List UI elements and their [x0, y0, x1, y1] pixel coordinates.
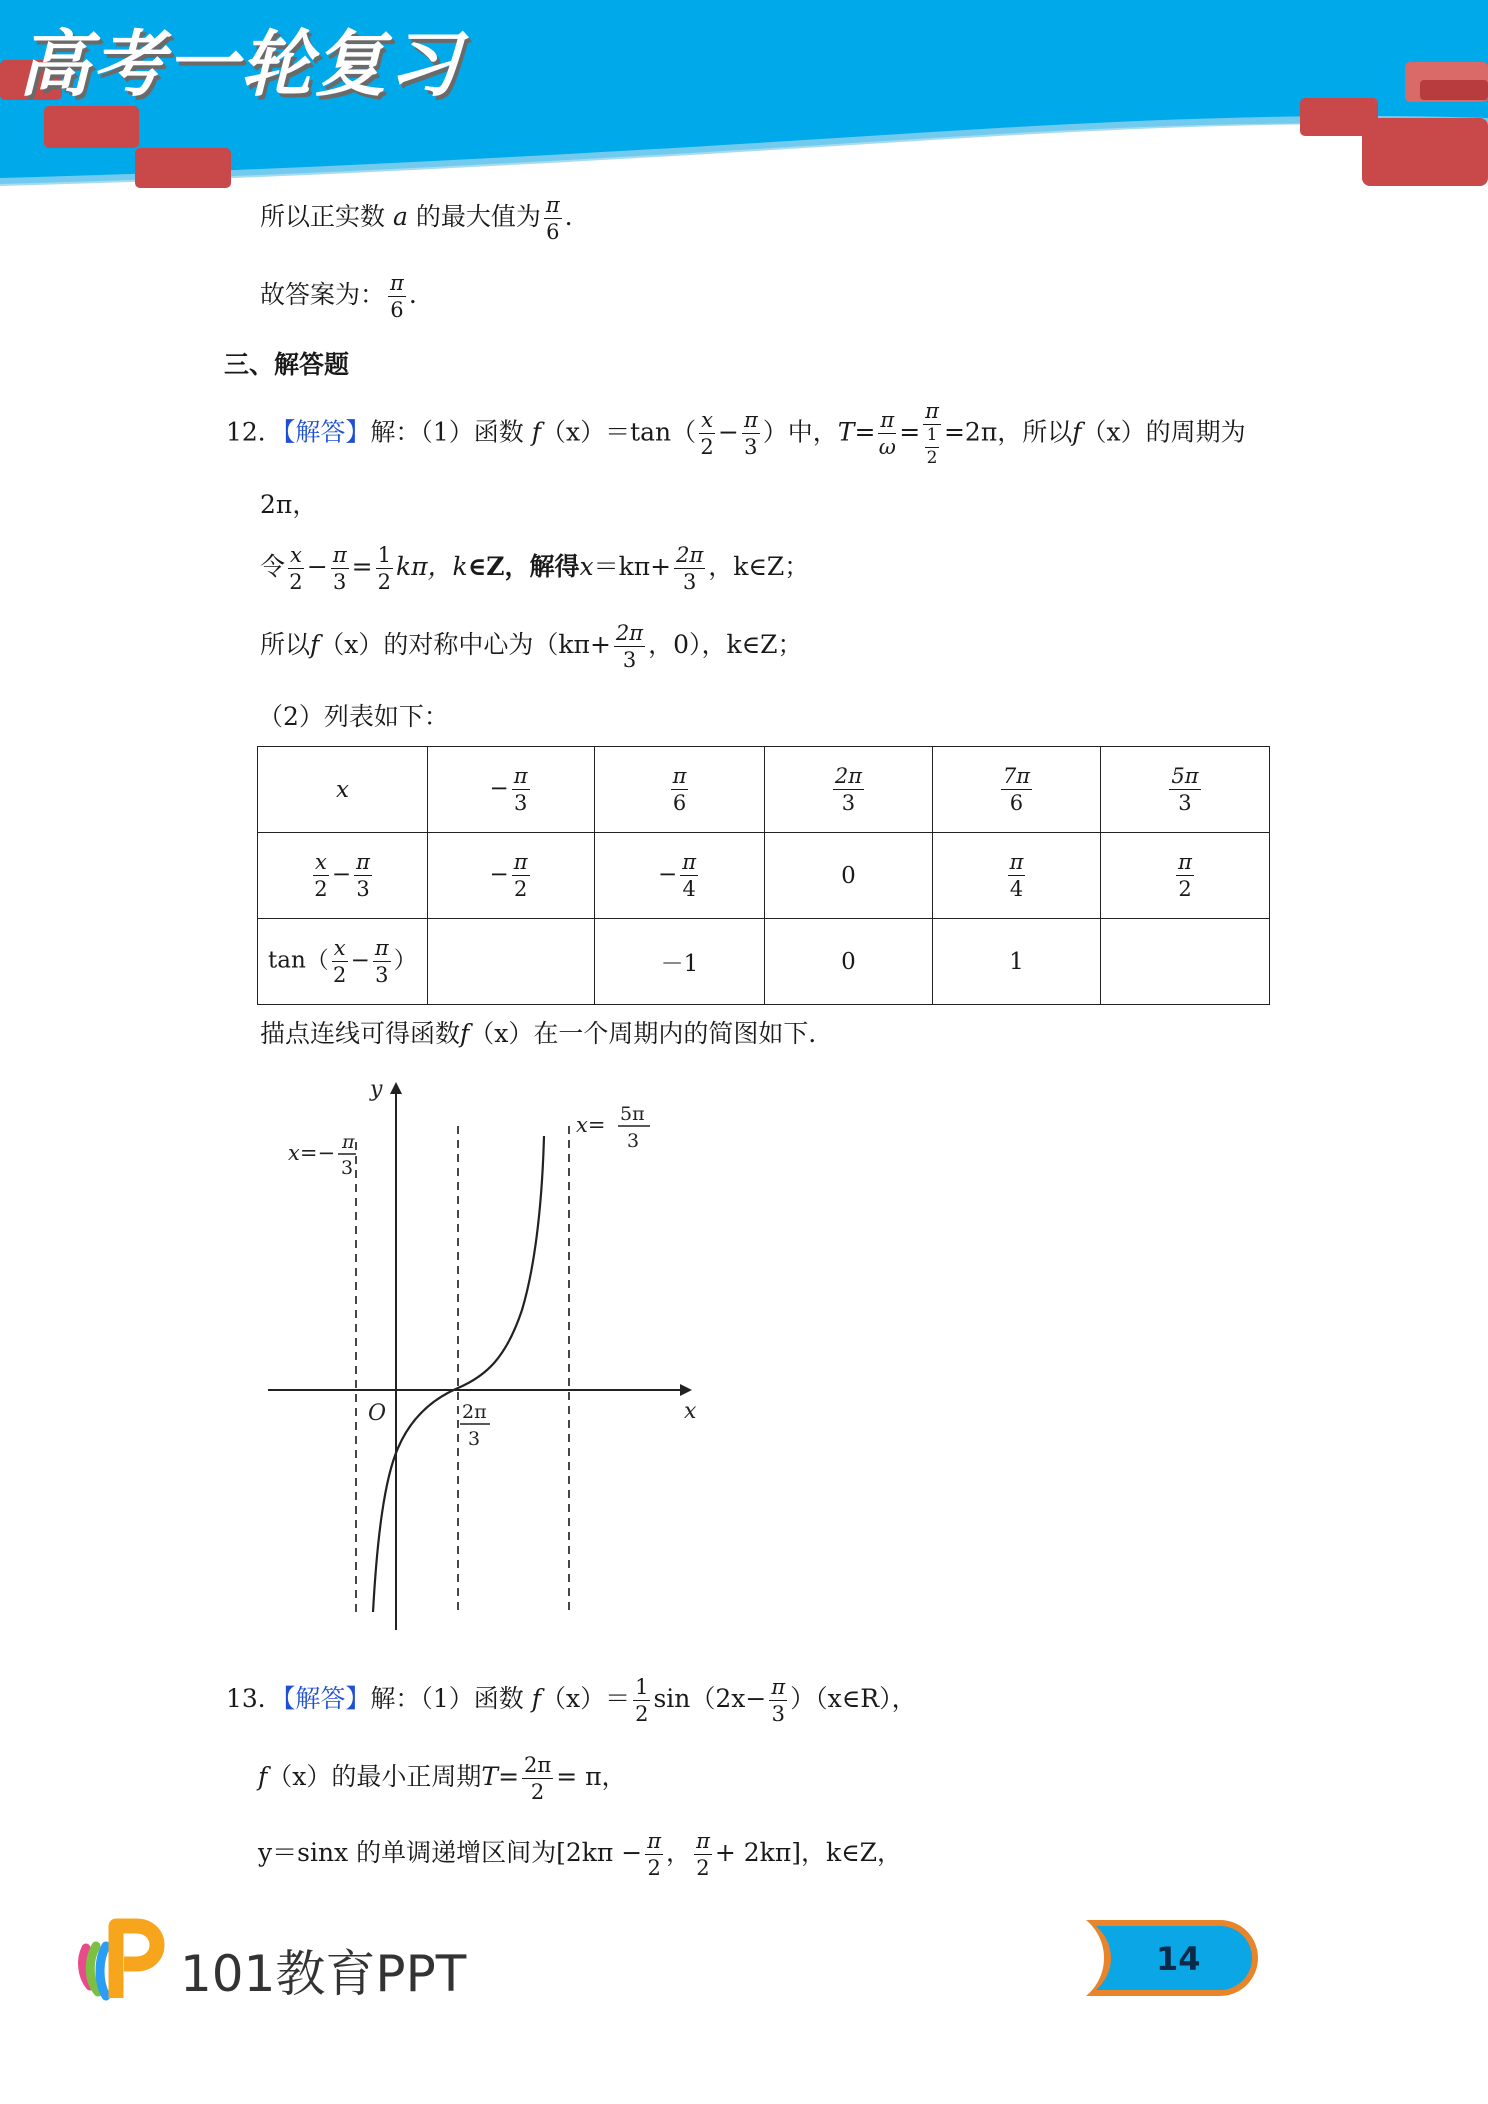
tan-graph	[260, 1070, 710, 1640]
table-header-x: x	[258, 747, 428, 833]
q12-line2: 2π，	[260, 490, 318, 519]
svg-text:5π: 5π	[620, 1103, 645, 1125]
svg-text:3: 3	[341, 1157, 354, 1179]
table-cell: − $\frac{\pi}{4}$	[595, 833, 765, 919]
q12-line4: 所以f（x）的对称中心为（kπ+ $\frac{2\pi}{3}$ ，0），k∈Z；	[260, 621, 803, 673]
right-asymptote-label: x=	[576, 1113, 606, 1137]
answer-tag: 【解答】	[282, 417, 371, 447]
tan-curve	[373, 1136, 544, 1612]
table-cell: − $\frac{\pi}{3}$	[428, 747, 595, 833]
table-cell: $\frac{\pi}{4}$	[933, 833, 1101, 919]
header-title: 高考一轮复习	[18, 22, 463, 106]
table-cell: －1	[595, 919, 765, 1005]
zero-label: 2π	[462, 1401, 487, 1423]
values-table	[257, 746, 1270, 1005]
svg-text:3: 3	[627, 1130, 640, 1152]
table-row	[258, 747, 1270, 833]
q13-line2: f（x）的最小正周期T= $\frac{2\pi}{2}$ = π，	[258, 1753, 627, 1805]
table-cell: $\frac{\pi}{2}$	[1101, 833, 1270, 919]
q13-line3: y＝sinx 的单调递增区间为[2kπ − $\frac{\pi}{2}$ ， $\frac{\pi}{2}$ + 2kπ]，k∈Z，	[258, 1829, 903, 1881]
q12-line1: 12．【解答】解：（1）函数 f（x）＝tan（ $\frac{x}{2}$ − $\frac{\pi}{3}$ ）中，T= $\frac{\pi}{\omega}$ = $\frac{\pi}{\frac{1}{2}}$ =2π，所以f（x）的周期为	[226, 399, 1246, 468]
brand-name: 101教育PPT	[180, 1945, 467, 2003]
table-cell: $\frac{7\pi}{6}$	[933, 747, 1101, 833]
table-cell: − $\frac{\pi}{2}$	[428, 833, 595, 919]
table-cell: 0	[765, 919, 933, 1005]
q12-line6: 描点连线可得函数f（x）在一个周期内的简图如下．	[260, 1019, 834, 1048]
table-header-tan: tan（ $\frac{x}{2}$ − $\frac{\pi}{3}$ ）	[258, 919, 428, 1005]
table-cell: $\frac{\pi}{6}$	[595, 747, 765, 833]
origin-label: O	[368, 1401, 387, 1426]
fraction: $\frac{\pi}{6}$	[545, 193, 560, 245]
prev-answer-line2: 故答案为： $\frac{\pi}{6}$ .	[260, 271, 417, 323]
brand-logo-icon	[72, 1916, 172, 2006]
q12-line5: （2）列表如下：	[258, 702, 449, 731]
prev-answer-line1: 所以正实数 a 的最大值为 $\frac{\pi}{6}$ .	[260, 193, 573, 245]
svg-text:3: 3	[468, 1428, 481, 1450]
q12-line3: 令 $\frac{x}{2}$ − $\frac{\pi}{3}$ = $\frac{1}{2}$ kπ，k∈Z，解得x＝kπ+ $\frac{2\pi}{3}$ ，k∈Z；	[260, 543, 810, 595]
svg-text:π: π	[342, 1131, 355, 1153]
left-asymptote-label: x=−	[288, 1141, 336, 1165]
table-cell	[428, 919, 595, 1005]
table-cell: $\frac{2\pi}{3}$	[765, 747, 933, 833]
table-cell: 1	[933, 919, 1101, 1005]
table-row	[258, 919, 1270, 1005]
fraction: $\frac{\pi}{6}$	[390, 271, 404, 323]
page-number: 14	[1156, 1940, 1201, 1978]
table-cell: $\frac{5\pi}{3}$	[1101, 747, 1270, 833]
y-axis-label: y	[370, 1077, 383, 1102]
table-cell	[1101, 919, 1270, 1005]
table-header-arg: $\frac{x}{2}$ − $\frac{\pi}{3}$	[258, 833, 428, 919]
table-row	[258, 833, 1270, 919]
q13-line1: 13．【解答】解：（1）函数 f（x）＝ $\frac{1}{2}$ sin（2x− $\frac{\pi}{3}$ ）（x∈R），	[226, 1675, 917, 1727]
section-heading: 三、解答题	[224, 350, 350, 379]
answer-tag: 【解答】	[282, 1684, 371, 1714]
table-cell: 0	[765, 833, 933, 919]
x-axis-label: x	[684, 1399, 697, 1424]
